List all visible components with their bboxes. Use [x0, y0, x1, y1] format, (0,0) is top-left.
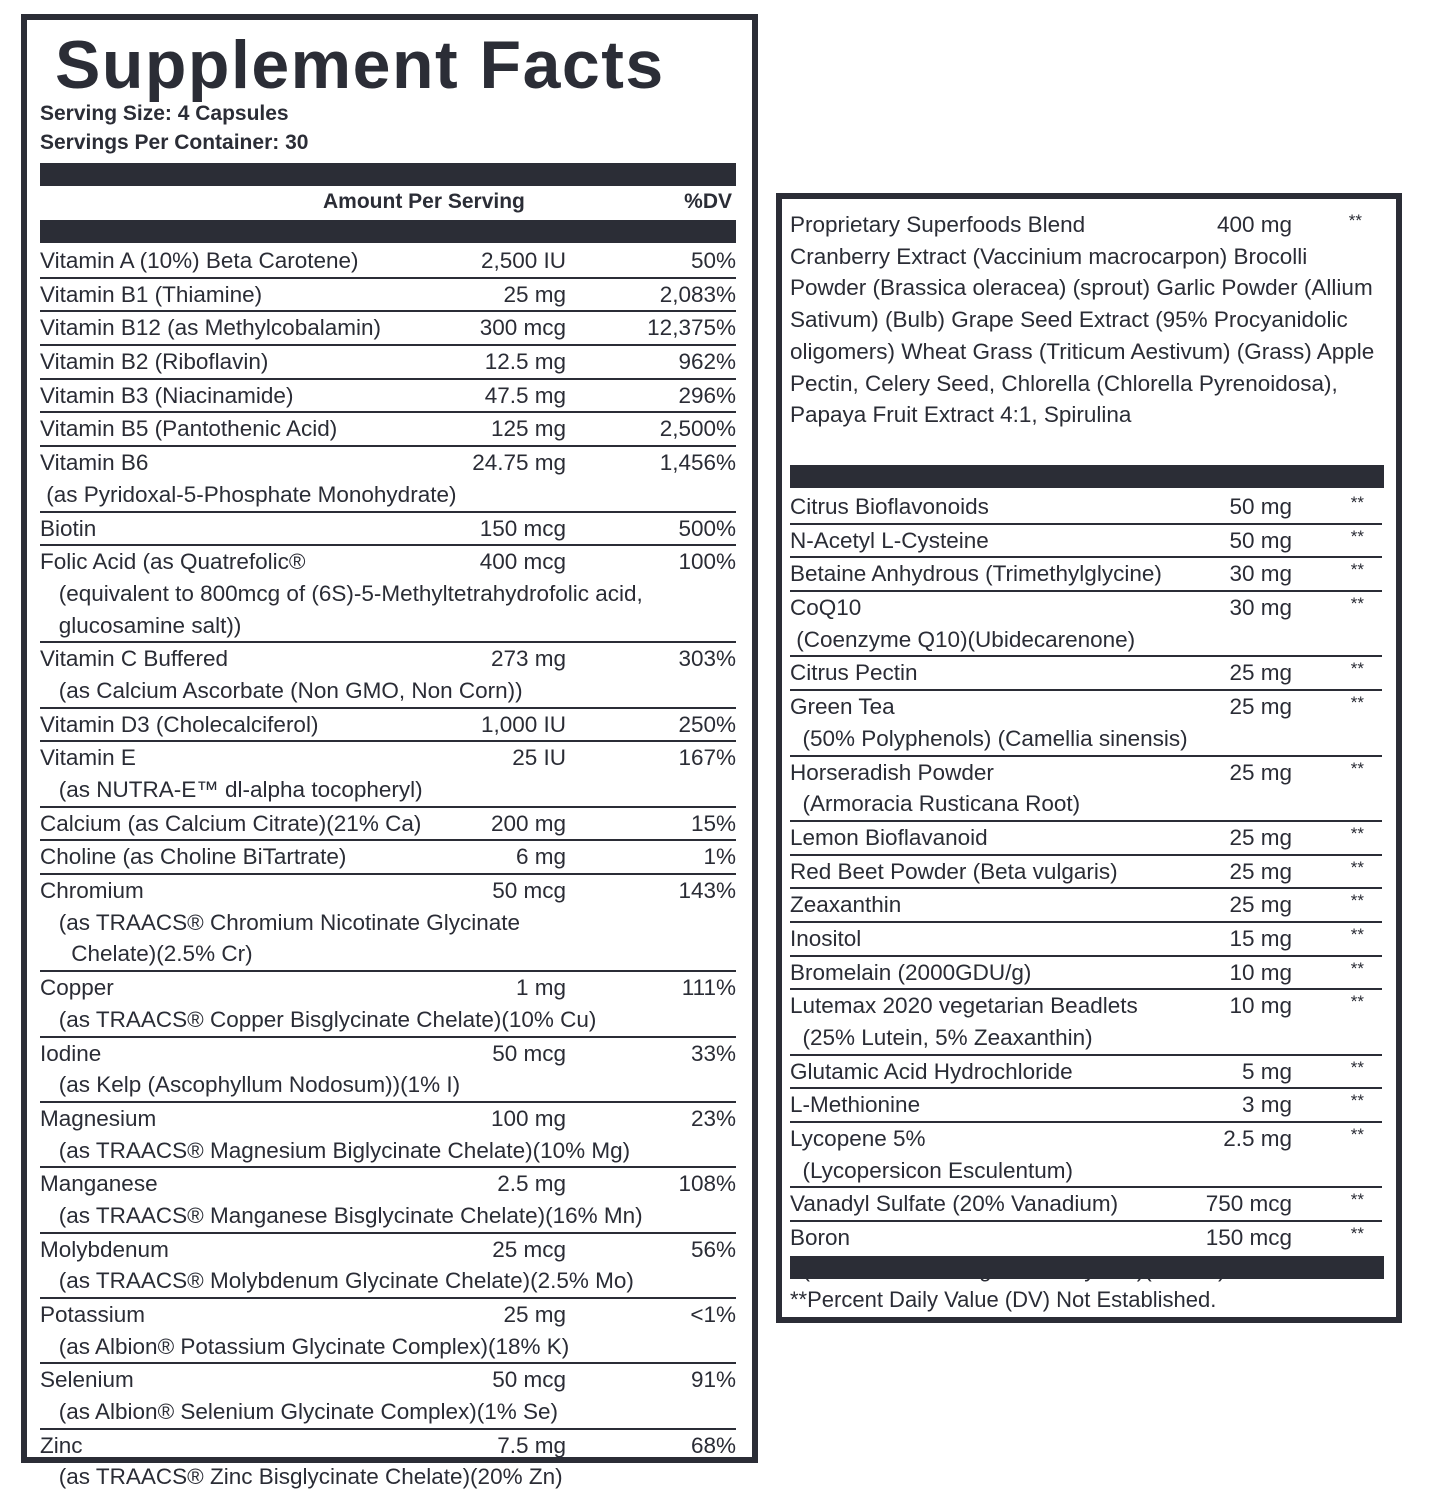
nutrient-name: Boron: [790, 1225, 851, 1251]
daily-value: **: [1350, 857, 1364, 877]
nutrient-source-detail: (as TRAACS® Zinc Bisglycinate Chelate)(20% Zn): [40, 1464, 563, 1490]
table-row: [790, 525, 1382, 559]
nutrient-name: Zinc: [40, 1432, 83, 1458]
table-row: [40, 709, 736, 743]
blend-dv: **: [1348, 211, 1362, 230]
daily-value: **: [1350, 823, 1364, 843]
table-row: [40, 413, 736, 447]
daily-value: 303%: [678, 646, 736, 672]
nutrient-list: [40, 245, 736, 1493]
table-row: [790, 757, 1382, 822]
nutrient-name: Betaine Anhydrous (Trimethylglycine): [790, 561, 1162, 587]
amount: 200 mg: [490, 810, 566, 836]
thick-divider: [40, 163, 736, 186]
daily-value: 2,500%: [659, 416, 736, 442]
thick-divider: [790, 465, 1384, 488]
table-row: [40, 972, 736, 1037]
table-row: [40, 1430, 736, 1493]
amount: 25 mcg: [492, 1236, 566, 1262]
nutrient-name: Citrus Pectin: [790, 660, 918, 686]
table-row: [40, 380, 736, 414]
daily-value: **: [1350, 1190, 1364, 1210]
table-row: [790, 592, 1382, 657]
table-row: [40, 1234, 736, 1299]
nutrient-name: Inositol: [790, 925, 862, 951]
nutrient-name: Lemon Bioflavanoid: [790, 824, 988, 850]
nutrient-source-detail: Chelate)(2.5% Cr): [40, 941, 253, 967]
daily-value: 167%: [678, 745, 736, 771]
table-row: [40, 742, 736, 807]
daily-value: 68%: [690, 1432, 736, 1458]
amount: 2.5 mg: [1223, 1126, 1292, 1152]
daily-value: 23%: [690, 1105, 736, 1131]
amount: 300 mcg: [479, 315, 566, 341]
nutrient-name: Red Beet Powder (Beta vulgaris): [790, 858, 1118, 884]
nutrient-name: Vitamin B12 (as Methylcobalamin): [40, 315, 381, 341]
daily-value: 1%: [703, 844, 736, 870]
table-row: [790, 691, 1382, 756]
proprietary-blend: [790, 209, 1384, 431]
daily-value: **: [1350, 693, 1364, 713]
nutrient-name: Vitamin C Buffered: [40, 646, 229, 672]
nutrient-name: Lutemax 2020 vegetarian Beadlets: [790, 993, 1138, 1019]
nutrient-name: Selenium: [40, 1367, 134, 1393]
daily-value: 2,083%: [659, 281, 736, 307]
nutrient-source-detail: (Armoracia Rusticana Root): [790, 791, 1081, 817]
amount: 47.5 mg: [484, 382, 566, 408]
daily-value: 33%: [690, 1040, 736, 1066]
amount: 25 mg: [503, 1302, 566, 1327]
amount: 1,000 IU: [480, 711, 566, 737]
nutrient-name: Copper: [40, 975, 114, 1001]
nutrient-source-detail: (as Albion® Selenium Glycinate Complex)(1% Se): [40, 1399, 559, 1425]
blend-ingredients: Cranberry Extract (Vaccinium macrocarpon) Brocolli Powder (Brassica oleracea) (sprout) Garlic Powder (Allium Sativum) (Bulb) Grape Seed Extract (95% Procyanidolic oligomers) Wheat Grass (Triticum Aestivum) (Grass) Apple Pectin, Celery Seed, Chlorella (Chlorella Pyrenoidosa), Papaya Fruit Extract 4:1, Spirulina: [790, 243, 1375, 428]
nutrient-name: Vitamin B1 (Thiamine): [40, 281, 263, 307]
daily-value: 143%: [678, 878, 736, 904]
header-dv: %DV: [684, 190, 732, 213]
nutrient-name: N-Acetyl L-Cysteine: [790, 527, 989, 553]
nutrient-source-detail: (as NUTRA-E™ dl-alpha tocopheryl): [40, 777, 423, 802]
amount: 25 mg: [503, 281, 566, 307]
amount: 25 IU: [512, 745, 566, 771]
amount: 6 mg: [515, 844, 566, 870]
nutrient-name: Choline (as Choline BiTartrate): [40, 844, 347, 870]
nutrient-name: Manganese: [40, 1171, 158, 1197]
nutrient-name: Vitamin B6: [40, 450, 149, 476]
nutrient-source-detail: (as Pyridoxal-5-Phosphate Monohydrate): [40, 481, 457, 507]
daily-value: 100%: [678, 549, 736, 575]
daily-value: **: [1350, 1091, 1364, 1111]
nutrient-name: Green Tea: [790, 694, 895, 720]
table-row: [40, 643, 736, 708]
table-row: [40, 245, 736, 279]
nutrient-name: Vanadyl Sulfate (20% Vanadium): [790, 1191, 1119, 1217]
table-row: [40, 1038, 736, 1103]
amount: 12.5 mg: [484, 349, 566, 375]
table-row: [790, 990, 1382, 1055]
amount: 150 mcg: [1205, 1225, 1292, 1251]
nutrient-source-detail: (as TRAACS® Copper Bisglycinate Chelate)(10% Cu): [40, 1006, 597, 1032]
serving-size: Serving Size: 4 Capsules: [40, 102, 289, 125]
nutrient-name: Biotin: [40, 515, 97, 541]
table-row: [790, 856, 1382, 890]
amount: 273 mg: [490, 646, 566, 672]
nutrient-name: Vitamin E: [40, 745, 136, 771]
nutrient-name: Vitamin B5 (Pantothenic Acid): [40, 416, 338, 442]
nutrient-name: Calcium (as Calcium Citrate)(21% Ca): [40, 810, 422, 836]
nutrient-name: Iodine: [40, 1040, 102, 1066]
thick-divider: [40, 220, 736, 243]
table-row: [790, 1056, 1382, 1090]
table-row: [40, 1103, 736, 1168]
ingredient-list: [790, 491, 1382, 1286]
nutrient-name: Chromium: [40, 878, 144, 904]
page-title: Supplement Facts: [55, 27, 665, 103]
nutrient-name: L-Methionine: [790, 1092, 921, 1118]
daily-value: **: [1350, 758, 1364, 778]
daily-value: 56%: [690, 1236, 736, 1262]
daily-value: 962%: [678, 349, 736, 375]
daily-value: **: [1350, 924, 1364, 944]
table-row: [40, 447, 736, 512]
daily-value: <1%: [690, 1302, 736, 1327]
daily-value: **: [1350, 1224, 1364, 1244]
daily-value: **: [1350, 992, 1364, 1012]
table-row: [790, 923, 1382, 957]
daily-value: **: [1350, 1057, 1364, 1077]
nutrient-name: Bromelain (2000GDU/g): [790, 959, 1032, 985]
nutrient-source-detail: (as TRAACS® Molybdenum Glycinate Chelate)(2.5% Mo): [40, 1268, 634, 1294]
daily-value: 111%: [681, 975, 736, 1001]
table-row: [40, 546, 736, 643]
nutrient-name: Zeaxanthin: [790, 892, 902, 918]
nutrient-source-detail: (as TRAACS® Chromium Nicotinate Glycinate: [40, 909, 521, 935]
nutrient-name: Vitamin B3 (Niacinamide): [40, 382, 294, 408]
daily-value: 50%: [690, 248, 736, 273]
amount: 50 mcg: [492, 878, 566, 904]
table-row: [40, 841, 736, 875]
nutrient-name: Citrus Bioflavonoids: [790, 494, 989, 519]
nutrient-source-detail: glucosamine salt)): [40, 612, 242, 638]
amount: 10 mg: [1229, 959, 1292, 985]
table-row: [40, 1299, 736, 1364]
daily-value: 1,456%: [659, 450, 736, 476]
daily-value: 500%: [678, 515, 736, 541]
table-row: [40, 875, 736, 972]
amount: 30 mg: [1229, 561, 1292, 587]
daily-value: 250%: [678, 711, 736, 737]
supplement-facts-panel: [21, 14, 758, 1490]
footnote: **Percent Daily Value (DV) Not Established.: [790, 1287, 1217, 1312]
nutrient-source-detail: (Lycopersicon Esculentum): [790, 1157, 1074, 1183]
daily-value: **: [1350, 526, 1364, 546]
table-row: [40, 808, 736, 842]
table-row: [790, 1188, 1382, 1222]
amount: 3 mg: [1241, 1092, 1292, 1118]
nutrient-name: Molybdenum: [40, 1236, 169, 1262]
servings-per-container: Servings Per Container: 30: [40, 131, 309, 154]
amount: 25 mg: [1229, 759, 1292, 785]
amount: 30 mg: [1229, 595, 1292, 621]
nutrient-source-detail: (as Calcium Ascorbate (Non GMO, Non Corn)): [40, 677, 523, 703]
amount: 2.5 mg: [497, 1171, 566, 1197]
amount: 50 mg: [1229, 494, 1292, 519]
table-row: [790, 889, 1382, 923]
daily-value: **: [1350, 659, 1364, 679]
amount: 10 mg: [1229, 993, 1292, 1019]
amount: 25 mg: [1229, 660, 1292, 686]
amount: 25 mg: [1229, 858, 1292, 884]
daily-value: **: [1350, 560, 1364, 580]
thick-divider: [790, 1256, 1384, 1279]
nutrient-name: Vitamin A (10%) Beta Carotene): [40, 248, 359, 273]
amount: 5 mg: [1241, 1058, 1292, 1084]
nutrient-name: Potassium: [40, 1302, 146, 1327]
amount: 50 mcg: [492, 1040, 566, 1066]
table-row: [40, 312, 736, 346]
daily-value: **: [1350, 594, 1364, 614]
daily-value: **: [1350, 958, 1364, 978]
nutrient-source-detail: (equivalent to 800mcg of (6S)-5-Methyltetrahydrofolic acid,: [40, 580, 643, 606]
nutrient-name: Glutamic Acid Hydrochloride: [790, 1058, 1073, 1084]
amount: 25 mg: [1229, 824, 1292, 850]
amount: 50 mcg: [492, 1367, 566, 1393]
nutrient-name: Lycopene 5%: [790, 1126, 926, 1152]
amount: 150 mcg: [479, 515, 566, 541]
nutrient-name: Magnesium: [40, 1105, 157, 1131]
table-row: [40, 279, 736, 313]
nutrient-source-detail: (50% Polyphenols) (Camellia sinensis): [790, 725, 1188, 751]
table-row: [790, 657, 1382, 691]
nutrient-source-detail: (25% Lutein, 5% Zeaxanthin): [790, 1025, 1093, 1050]
amount: 15 mg: [1229, 925, 1292, 951]
nutrient-name: CoQ10: [790, 595, 862, 621]
supplement-facts-continued-panel: [776, 193, 1402, 1323]
daily-value: 296%: [678, 382, 736, 408]
amount: 7.5 mg: [497, 1432, 566, 1458]
nutrient-source-detail: (as Kelp (Ascophyllum Nodosum))(1% I): [40, 1072, 461, 1098]
amount: 24.75 mg: [472, 450, 566, 476]
amount: 400 mcg: [479, 549, 566, 575]
daily-value: **: [1350, 891, 1364, 911]
daily-value: 108%: [678, 1171, 736, 1197]
nutrient-source-detail: (as TRAACS® Magnesium Biglycinate Chelate)(10% Mg): [40, 1137, 631, 1163]
nutrient-source-detail: (as TRAACS® Manganese Bisglycinate Chelate)(16% Mn): [40, 1202, 643, 1228]
nutrient-name: Horseradish Powder: [790, 759, 994, 785]
daily-value: **: [1350, 493, 1364, 512]
amount: 125 mg: [490, 416, 566, 442]
daily-value: 91%: [690, 1367, 736, 1393]
amount: 750 mcg: [1205, 1191, 1292, 1217]
table-row: [790, 822, 1382, 856]
table-row: [40, 346, 736, 380]
table-row: [40, 513, 736, 547]
daily-value: 12,375%: [647, 315, 736, 341]
blend-name: Proprietary Superfoods Blend: [790, 212, 1086, 237]
amount: 2,500 IU: [480, 248, 566, 273]
daily-value: **: [1350, 1125, 1364, 1145]
nutrient-source-detail: (as Albion® Potassium Glycinate Complex)(18% K): [40, 1333, 570, 1359]
table-row: [790, 491, 1382, 525]
table-row: [40, 1364, 736, 1429]
amount: 50 mg: [1229, 527, 1292, 553]
amount: 1 mg: [515, 975, 566, 1001]
blend-amount: 400 mg: [1216, 212, 1292, 237]
table-row: [790, 558, 1382, 592]
table-row: [790, 957, 1382, 991]
header-amount-per-serving: Amount Per Serving: [323, 190, 525, 213]
table-row: [40, 1168, 736, 1233]
nutrient-name: Vitamin D3 (Cholecalciferol): [40, 711, 319, 737]
table-row: [790, 1123, 1382, 1188]
table-row: [790, 1089, 1382, 1123]
nutrient-name: Folic Acid (as Quatrefolic®: [40, 549, 306, 575]
daily-value: 15%: [690, 810, 736, 836]
nutrient-name: Vitamin B2 (Riboflavin): [40, 349, 269, 375]
amount: 100 mg: [490, 1105, 566, 1131]
amount: 25 mg: [1229, 892, 1292, 918]
nutrient-source-detail: (Coenzyme Q10)(Ubidecarenone): [790, 626, 1136, 652]
amount: 25 mg: [1229, 694, 1292, 720]
